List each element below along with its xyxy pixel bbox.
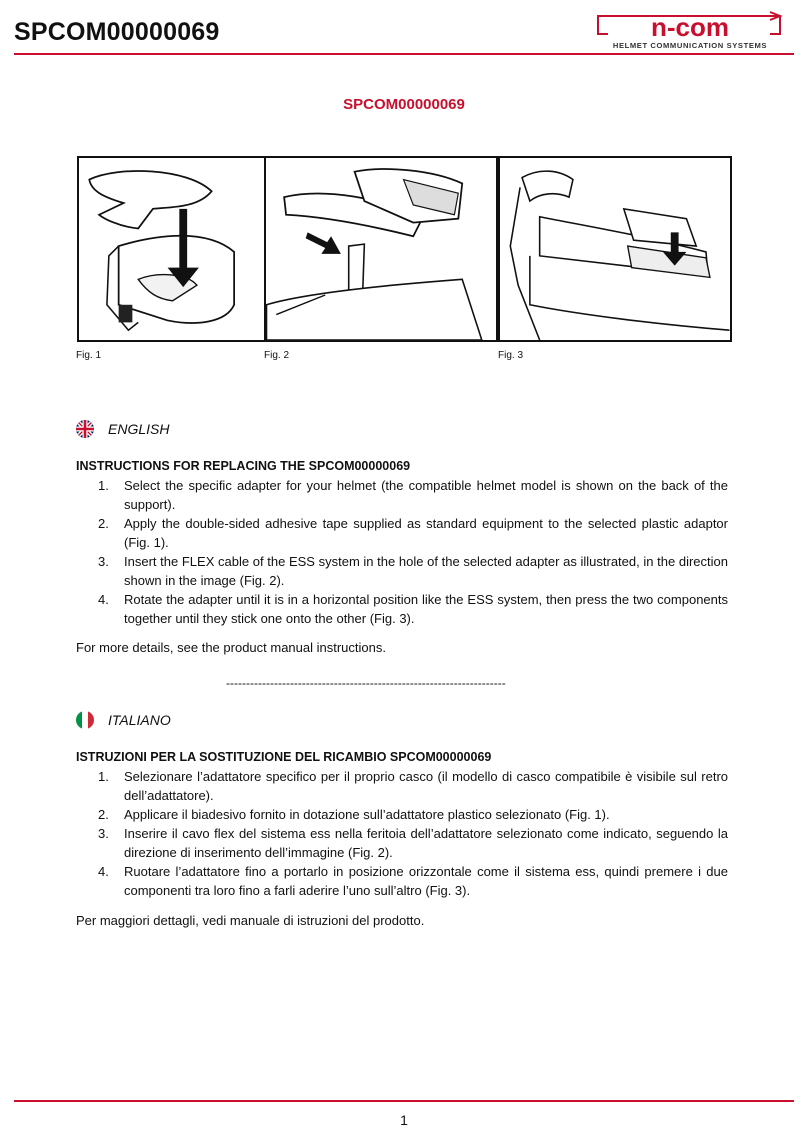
figure-1-caption: Fig. 1 [76,350,102,361]
italian-step: Ruotare l’adattatore fino a portarlo in posizione orizzontale come il sistema ess, quindi premere i due componenti tra loro fino a farli aderire l’uno sull’altro (Fig. 3). [124,864,728,898]
uk-flag-icon [76,420,94,438]
english-label-text: ENGLISH [108,421,170,437]
header-divider [14,53,794,55]
logo-tagline: HELMET COMMUNICATION SYSTEMS [612,41,768,50]
document-title: SPCOM00000069 [343,96,465,113]
section-divider: ---------------------------------------------------------------------- [226,676,506,690]
figure-3-rotate-press [498,156,732,342]
italian-label-text: ITALIANO [108,712,171,728]
english-step: Select the specific adapter for your helmet (the compatible helmet model is shown on the back of the support). [124,478,728,512]
figure-2-flex-cable [264,156,498,342]
italian-step: Applicare il biadesivo fornito in dotazione sull’adattatore plastico selezionato (Fig. 1). [124,807,610,822]
english-step: Rotate the adapter until it is in a horizontal position like the ESS system, then press the two components together until they stick one onto the other (Fig. 3). [124,592,728,626]
italian-steps [76,767,728,900]
footer-divider [14,1100,794,1102]
english-step: Insert the FLEX cable of the ESS system in the hole of the selected adapter as illustrated, in the direction shown in the image (Fig. 2). [124,554,728,588]
italian-step: Selezionare l’adattatore specifico per il proprio casco (il modello di casco compatibile è visibile sul retro dell’adattatore). [124,769,728,803]
italian-label [76,711,171,729]
ncom-logo [594,10,786,52]
english-label [76,420,169,438]
page-number: 1 [400,1112,408,1128]
italian-note: Per maggiori dettagli, vedi manuale di istruzioni del prodotto. [76,913,425,928]
english-note: For more details, see the product manual instructions. [76,640,386,655]
logo-wordmark: n-com [651,12,729,42]
header-product-code: SPCOM00000069 [14,18,220,46]
italy-flag-icon [76,711,94,729]
figure-3-caption: Fig. 3 [498,350,524,361]
english-step: Apply the double-sided adhesive tape supplied as standard equipment to the selected plastic adaptor (Fig. 1). [124,516,728,550]
english-steps [76,476,728,628]
italian-step: Inserire il cavo flex del sistema ess nella feritoia dell’adattatore selezionato come indicato, seguendo la direzione di inserimento dell’immagine (Fig. 2). [124,826,728,860]
figure-2-caption: Fig. 2 [264,350,290,361]
english-heading: INSTRUCTIONS FOR REPLACING THE SPCOM00000069 [76,459,411,473]
italian-heading: ISTRUZIONI PER LA SOSTITUZIONE DEL RICAMBIO SPCOM00000069 [76,750,492,764]
